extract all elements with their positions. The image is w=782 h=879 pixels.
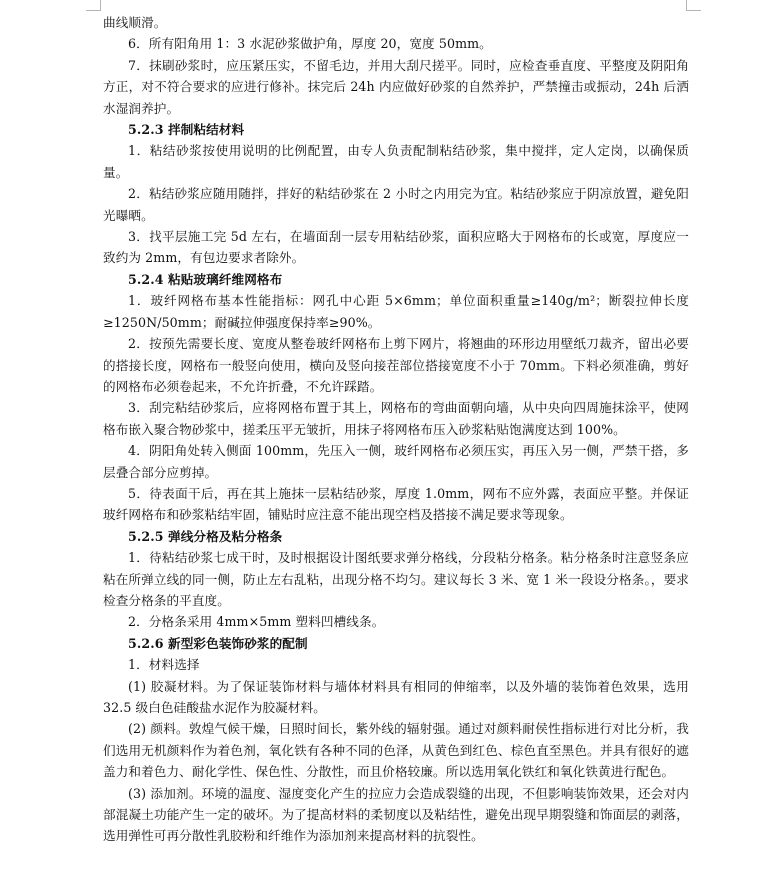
paragraph: (1) 胶凝材料。为了保证装饰材料与墙体材料具有相同的伸缩率，以及外墙的装饰着色效果，选用 32.5 级白色硅酸盐水泥作为胶凝材料。	[103, 678, 689, 715]
paragraph: (3) 添加剂。环境的温度、湿度变化产生的拉应力会造成裂缝的出现，不但影响装饰效果，还会对内部混凝土功能产生一定的破坏。为了提高材料的柔韧度以及粘结性，避免出现早期裂缝和饰面层的剥落，选用弹性可再分散性乳胶粉和纤维作为添加剂来提高材料的抗裂性。	[103, 785, 689, 844]
paragraph: 3．找平层施工完 5d 左右，在墙面刮一层专用粘结砂浆，面积应略大于网格布的长或宽，厚度应一致约为 2mm，有包边要求者除外。	[103, 229, 689, 266]
section-heading: 5.2.6 新型彩色装饰砂浆的配制	[128, 635, 308, 651]
paragraph: 2．按预先需要长度、宽度从整卷玻纤网格布上剪下网片，将翘曲的环形边用壁纸刀裁齐，留出必要的搭接长度，网格布一般竖向使用，横向及竖向接茬部位搭接宽度不小于 70mm。下料必须准确，剪好的网格布必须卷起来，不允许折叠，不允许踩踏。	[103, 336, 689, 394]
paragraph: 1．待粘结砂浆七成干时，及时根据设计图纸要求弹分格线，分段粘分格条。粘分格条时注意竖条应粘在所弹立线的同一侧，防止左右乱粘，出现分格不均匀。建议每长 3 米、宽 1 米一段设分格条。，要求检查分格条的平直度。	[103, 550, 689, 608]
document-body	[103, 12, 689, 847]
paragraph: 5．待表面干后，再在其上施抹一层粘结砂浆，厚度 1.0mm，网布不应外露，表面应平整。并保证玻纤网格布和砂浆粘结牢固，铺贴时应注意不能出现空档及搭接不满足要求等现象。	[103, 485, 689, 523]
section-heading: 5.2.3 拌制粘结材料	[128, 122, 245, 138]
section-heading: 5.2.5 弹线分格及粘分格条	[128, 528, 283, 544]
margin-corner-mark-right	[686, 0, 701, 11]
paragraph: (2) 颜料。敦煌气候干燥，日照时间长，紫外线的辐射强。通过对颜料耐侯性指标进行对比分析，我们选用无机颜料作为着色剂，氧化铁有各种不同的色泽，从黄色到红色、棕色直至黑色。并具有很好的遮盖力和着色力、耐化学性、保色性、分散性，而且价格较廉。所以选用氧化铁红和氧化铁黄进行配色。	[103, 721, 689, 780]
paragraph: 2．粘结砂浆应随用随拌，拌好的粘结砂浆在 2 小时之内用完为宜。粘结砂浆应于阴凉放置，避免阳光曝晒。	[103, 186, 689, 223]
paragraph: 1．材料选择	[128, 657, 200, 673]
margin-corner-mark-left	[86, 0, 101, 11]
section-heading: 5.2.4 粘贴玻璃纤维网格布	[128, 271, 283, 287]
paragraph: 3．刮完粘结砂浆后，应将网格布置于其上，网格布的弯曲面朝向墙，从中央向四周施抹涂平，使网格布嵌入聚合物砂浆中，搓柔压平无皱折，用抹子将网格布压入砂浆粘贴饱满度达到 100%。	[103, 400, 689, 437]
paragraph: 4．阴阳角处转入侧面 100mm，先压入一侧，玻纤网格布必须压实，再压入另一侧，严禁干搭，多层叠合部分应剪掉。	[103, 443, 689, 480]
paragraph: 1．玻纤网格布基本性能指标：网孔中心距 5×6mm；单位面积重量≥140g/m²；断裂拉伸长度≥1250N/50mm；耐碱拉伸强度保持率≥90%。	[103, 293, 689, 330]
paragraph: 7．抹刷砂浆时，应压紧压实，不留毛边，并用大刮尺搓平。同时，应检查垂直度、平整度及阴阳角方正，对不符合要求的应进行修补。抹完后 24h 内应做好砂浆的自然养护，严禁撞击或振动，24h 后洒水湿润养护。	[103, 57, 689, 116]
paragraph: 6．所有阳角用 1：3 水泥砂浆做护角，厚度 20，宽度 50mm。	[128, 36, 492, 52]
paragraph: 曲线顺滑。	[103, 15, 167, 30]
paragraph: 1．粘结砂浆按使用说明的比例配置，由专人负责配制粘结砂浆，集中搅拌，定人定岗，以确保质量。	[103, 143, 689, 180]
paragraph: 2．分格条采用 4mm×5mm 塑料凹槽线条。	[128, 614, 385, 630]
